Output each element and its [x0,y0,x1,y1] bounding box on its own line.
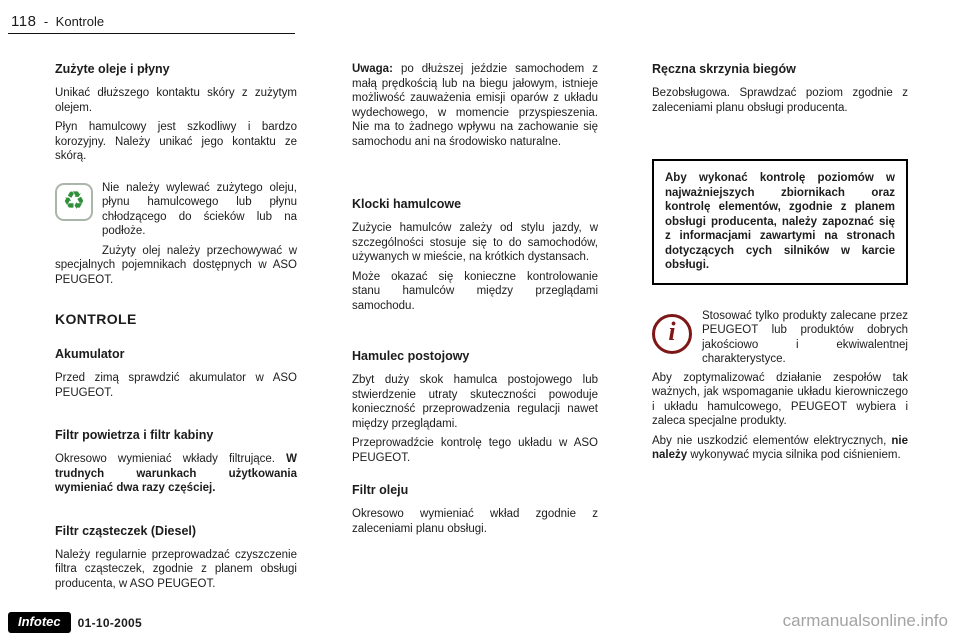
products-p2 [652,434,908,463]
page-title: Kontrole [55,14,105,29]
column-left [55,62,297,591]
heading-used-oils: Zużyte oleje i płyny [55,62,170,76]
gearbox-p1: Bezobsługowa. Sprawdzać poziom zgodnie z zaleceniami planu obsługi producenta. [652,87,908,114]
parking-brake-p1: Zbyt duży skok hamulca postojowego lub stwierdzenie utraty skuteczności powoduje konieczność przeprowadzenia regulacji nawet między przeglądami. [352,374,598,430]
used-oils-icon-p2: Zużyty olej należy przechowywać w specjalnych pojemnikach dostępnych w ASO PEUGEOT. [55,244,297,286]
note-text: po dłuższej jeździe samochodem z małą prędkością lub na biegu jałowym, istnieje możliwość zauważenia emisji oparów z układu wydechowego, w momencie przyspieszenia. Nie ma to żadnego wpływu na zachowanie się samochodu ani na środowisko naturalne. [352,63,599,148]
infotec-logo: Infotec [8,612,71,633]
info-glyph: i [668,317,676,346]
heading-particle-filter: Filtr cząsteczek (Diesel) [55,523,197,538]
particle-filter-p1: Należy regularnie przeprowadzać czyszczenie filtra cząsteczek, zgodnie z planem obsługi producenta, w ASO PEUGEOT. [55,548,297,590]
levels-check-box: Aby wykonać kontrolę poziomów w najważniejszych zbiornikach oraz kontrolę elementów, zgodnie z planem obsługi producenta, należy zapoznać się z informacjami zawartymi na stronach dotyczących cych silników w karcie obsługi. [652,159,908,285]
heading-kontrole: KONTROLE [55,311,137,327]
page-separator: - [43,14,49,29]
heading-battery: Akumulator [55,347,125,361]
page-footer [8,612,142,633]
footer-date: 01-10-2005 [77,615,143,630]
heading-gearbox: Ręczna skrzynia biegów [652,62,796,76]
air-filter-p1 [55,452,297,496]
heading-air-filter: Filtr powietrza i filtr kabiny [55,428,214,442]
air-filter-text-bold: W trudnych warunkach użytkowania wymieniać dwa razy częściej. [55,453,298,494]
header-rule [8,33,295,34]
column-right [652,62,908,463]
products-p2-post: wykonywać mycia silnika pod ciśnieniem. [690,449,901,461]
products-p2-pre: Aby nie uszkodzić elementów elektrycznych, [652,434,887,447]
products-icon-p: Stosować tylko produkty zalecane przez PEUGEOT lub produktów dobrych jakościowo i ekwiwalentnej charakterystyce. [702,309,908,365]
note-paragraph [352,62,598,149]
used-oils-p2: Płyn hamulcowy jest szkodliwy i bardzo korozyjny. Należy unikać jego kontaktu ze skórą. [55,121,297,162]
recycle-glyph: ♻ [62,187,86,215]
note-label: Uwaga: [352,63,393,75]
heading-oil-filter: Filtr oleju [352,483,409,497]
used-oils-icon-p1: Nie należy wylewać zużytego oleju, płynu hamulcowego lub płynu chłodzącego do ścieków lub na podłoże. [102,181,297,237]
products-icon-block [652,309,908,367]
heading-parking-brake: Hamulec postojowy [352,349,470,363]
page-header [11,13,104,31]
oil-filter-p1: Okresowo wymieniać wkład zgodnie z zaleceniami planu obsługi. [352,508,598,535]
page-number: 118 [11,13,37,30]
heading-brake-pads: Klocki hamulcowe [352,197,462,211]
recycle-icon [55,183,93,221]
air-filter-text: Okresowo wymieniać wkłady filtrujące. [55,453,276,465]
brake-pads-p2: Może okazać się konieczne kontrolowanie stanu hamulców między przeglądami samochodu. [352,270,598,312]
brake-pads-p1: Zużycie hamulców zależy od stylu jazdy, w szczególności stosuje się to do samochodów, używanych w mieście, na krótkich dystansach. [352,222,598,263]
column-middle [352,62,598,536]
battery-p1: Przed zimą sprawdzić akumulator w ASO PEUGEOT. [55,372,297,399]
products-p2-bold: nie należy [652,434,909,461]
used-oils-p1: Unikać dłuższego kontaktu skóry z zużytym olejem. [55,87,297,114]
parking-brake-p2: Przeprowadźcie kontrolę tego układu w ASO PEUGEOT. [352,437,598,464]
info-icon [652,314,692,354]
products-p1: Aby zoptymalizować działanie zespołów tak ważnych, jak wspomaganie układu kierowniczego i układu hamulcowego, PEUGEOT wybiera i zaleca specjalne produkty. [652,371,908,427]
watermark: carmanualsonline.info [782,611,948,630]
used-oils-icon-block [55,181,297,288]
